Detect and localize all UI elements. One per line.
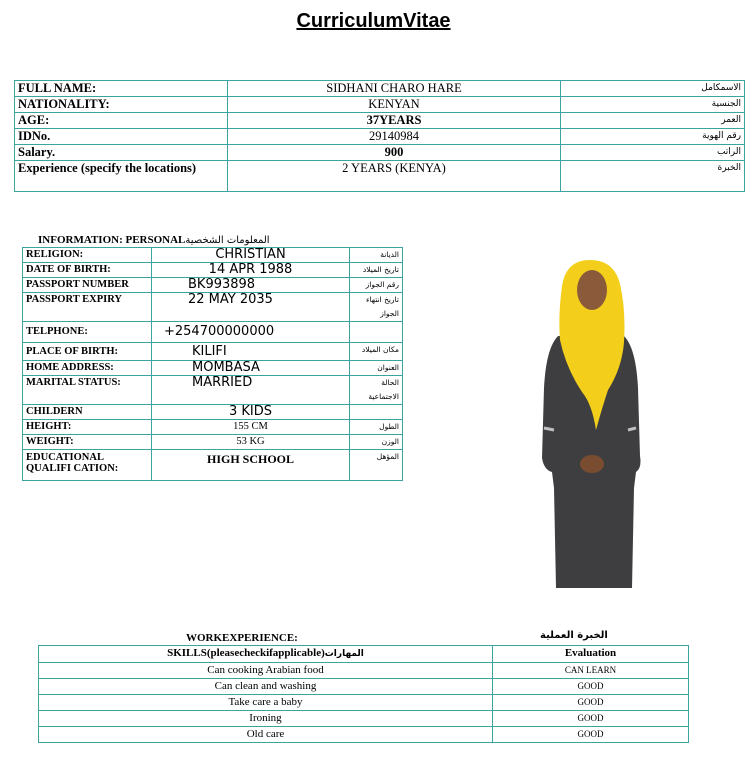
skill-evaluation: GOOD bbox=[493, 711, 689, 727]
summary-arabic-label: الراتب bbox=[561, 145, 745, 161]
personal-label: EDUCATIONAL QUALIFI CATION: bbox=[23, 450, 152, 481]
skills-header-arabic: المهارات bbox=[324, 649, 364, 659]
personal-value: MOMBASA bbox=[152, 361, 350, 376]
personal-row bbox=[23, 293, 403, 322]
personal-row bbox=[23, 248, 403, 263]
personal-label: PASSPORT EXPIRY bbox=[23, 293, 152, 322]
skill-evaluation: GOOD bbox=[493, 695, 689, 711]
personal-arabic-label: الحالة الاجتماعية bbox=[350, 376, 403, 405]
personal-row bbox=[23, 278, 403, 293]
summary-label: AGE: bbox=[15, 113, 228, 129]
summary-arabic-label: الاسمكامل bbox=[561, 81, 745, 97]
personal-label: TELPHONE: bbox=[23, 322, 152, 343]
personal-value: 155 CM bbox=[152, 420, 350, 435]
personal-label: WEIGHT: bbox=[23, 435, 152, 450]
hands bbox=[580, 455, 604, 473]
personal-arabic-label: الوزن bbox=[350, 435, 403, 450]
personal-label: DATE OF BIRTH: bbox=[23, 263, 152, 278]
personal-label: CHILDERN bbox=[23, 405, 152, 420]
summary-row bbox=[15, 113, 745, 129]
skills-header bbox=[39, 646, 493, 663]
personal-value: CHRISTIAN bbox=[152, 248, 350, 263]
evaluation-header: Evaluation bbox=[493, 646, 689, 663]
personal-row bbox=[23, 435, 403, 450]
personal-label: PASSPORT NUMBER bbox=[23, 278, 152, 293]
personal-row bbox=[23, 405, 403, 420]
summary-value: KENYAN bbox=[228, 97, 561, 113]
summary-label: IDNo. bbox=[15, 129, 228, 145]
skills-header-row bbox=[39, 646, 689, 663]
summary-value: 37YEARS bbox=[228, 113, 561, 129]
personal-row bbox=[23, 322, 403, 343]
personal-info-title: INFORMATION: PERSONAL bbox=[38, 234, 186, 246]
summary-label: NATIONALITY: bbox=[15, 97, 228, 113]
personal-arabic-label: تاريخ انتهاء الجواز bbox=[350, 293, 403, 322]
skill-row bbox=[39, 711, 689, 727]
summary-row bbox=[15, 81, 745, 97]
personal-value: BK993898 bbox=[152, 278, 350, 293]
skill-row bbox=[39, 679, 689, 695]
skill-name: Ironing bbox=[39, 711, 493, 727]
skill-name: Old care bbox=[39, 727, 493, 743]
summary-arabic-label: الخبرة bbox=[561, 161, 745, 192]
summary-value: 29140984 bbox=[228, 129, 561, 145]
personal-row bbox=[23, 343, 403, 361]
summary-arabic-label: رقم الهوية bbox=[561, 129, 745, 145]
skill-name: Can cooking Arabian food bbox=[39, 663, 493, 679]
summary-table bbox=[14, 80, 745, 192]
candidate-photo bbox=[536, 258, 644, 592]
personal-row bbox=[23, 263, 403, 278]
personal-label: RELIGION: bbox=[23, 248, 152, 263]
personal-label: HEIGHT: bbox=[23, 420, 152, 435]
personal-info-table bbox=[22, 247, 403, 481]
personal-arabic-label: رقم الجواز bbox=[350, 278, 403, 293]
skill-name: Can clean and washing bbox=[39, 679, 493, 695]
personal-arabic-label: الطول bbox=[350, 420, 403, 435]
skill-row bbox=[39, 727, 689, 743]
summary-label: Experience (specify the locations) bbox=[15, 161, 228, 192]
personal-arabic-label bbox=[350, 322, 403, 343]
summary-value: 900 bbox=[228, 145, 561, 161]
personal-value: MARRIED bbox=[152, 376, 350, 405]
skills-header-label: SKILLS(pleasecheckifapplicable) bbox=[167, 647, 325, 659]
personal-arabic-label bbox=[350, 405, 403, 420]
summary-row bbox=[15, 145, 745, 161]
personal-value: HIGH SCHOOL bbox=[152, 450, 350, 481]
personal-value: 22 MAY 2035 bbox=[152, 293, 350, 322]
summary-row bbox=[15, 129, 745, 145]
personal-value: 14 APR 1988 bbox=[152, 263, 350, 278]
personal-arabic-label: الديانة bbox=[350, 248, 403, 263]
personal-arabic-label: المؤهل bbox=[350, 450, 403, 481]
work-experience-title: WORKEXPERIENCE: bbox=[186, 632, 298, 644]
summary-value: SIDHANI CHARO HARE bbox=[228, 81, 561, 97]
skills-table bbox=[38, 645, 689, 743]
cv-title: CurriculumVitae bbox=[296, 10, 451, 32]
summary-arabic-label: الجنسية bbox=[561, 97, 745, 113]
skill-evaluation: GOOD bbox=[493, 679, 689, 695]
personal-row bbox=[23, 361, 403, 376]
personal-arabic-label: مكان الميلاد bbox=[350, 343, 403, 361]
personal-value: 3 KIDS bbox=[152, 405, 350, 420]
skill-evaluation: CAN LEARN bbox=[493, 663, 689, 679]
personal-value: 53 KG bbox=[152, 435, 350, 450]
personal-label: HOME ADDRESS: bbox=[23, 361, 152, 376]
personal-row bbox=[23, 376, 403, 405]
face bbox=[577, 270, 607, 310]
skill-row bbox=[39, 663, 689, 679]
skill-row bbox=[39, 695, 689, 711]
personal-row bbox=[23, 450, 403, 481]
personal-label: MARITAL STATUS: bbox=[23, 376, 152, 405]
summary-value: 2 YEARS (KENYA) bbox=[228, 161, 561, 192]
skill-evaluation: GOOD bbox=[493, 727, 689, 743]
personal-arabic-label: العنوان bbox=[350, 361, 403, 376]
summary-label: FULL NAME: bbox=[15, 81, 228, 97]
personal-info-heading bbox=[38, 234, 270, 247]
personal-arabic-label: تاريخ الميلاد bbox=[350, 263, 403, 278]
skill-name: Take care a baby bbox=[39, 695, 493, 711]
work-experience-title-arabic: الخبرة العملية bbox=[540, 630, 608, 641]
personal-label: PLACE OF BIRTH: bbox=[23, 343, 152, 361]
personal-row bbox=[23, 420, 403, 435]
summary-label: Salary. bbox=[15, 145, 228, 161]
summary-row bbox=[15, 97, 745, 113]
summary-arabic-label: العمر bbox=[561, 113, 745, 129]
personal-value: KILIFI bbox=[152, 343, 350, 361]
personal-value: +254700000000 bbox=[152, 322, 350, 343]
summary-row bbox=[15, 161, 745, 192]
personal-info-title-arabic: المعلومات الشخصية bbox=[185, 235, 270, 246]
